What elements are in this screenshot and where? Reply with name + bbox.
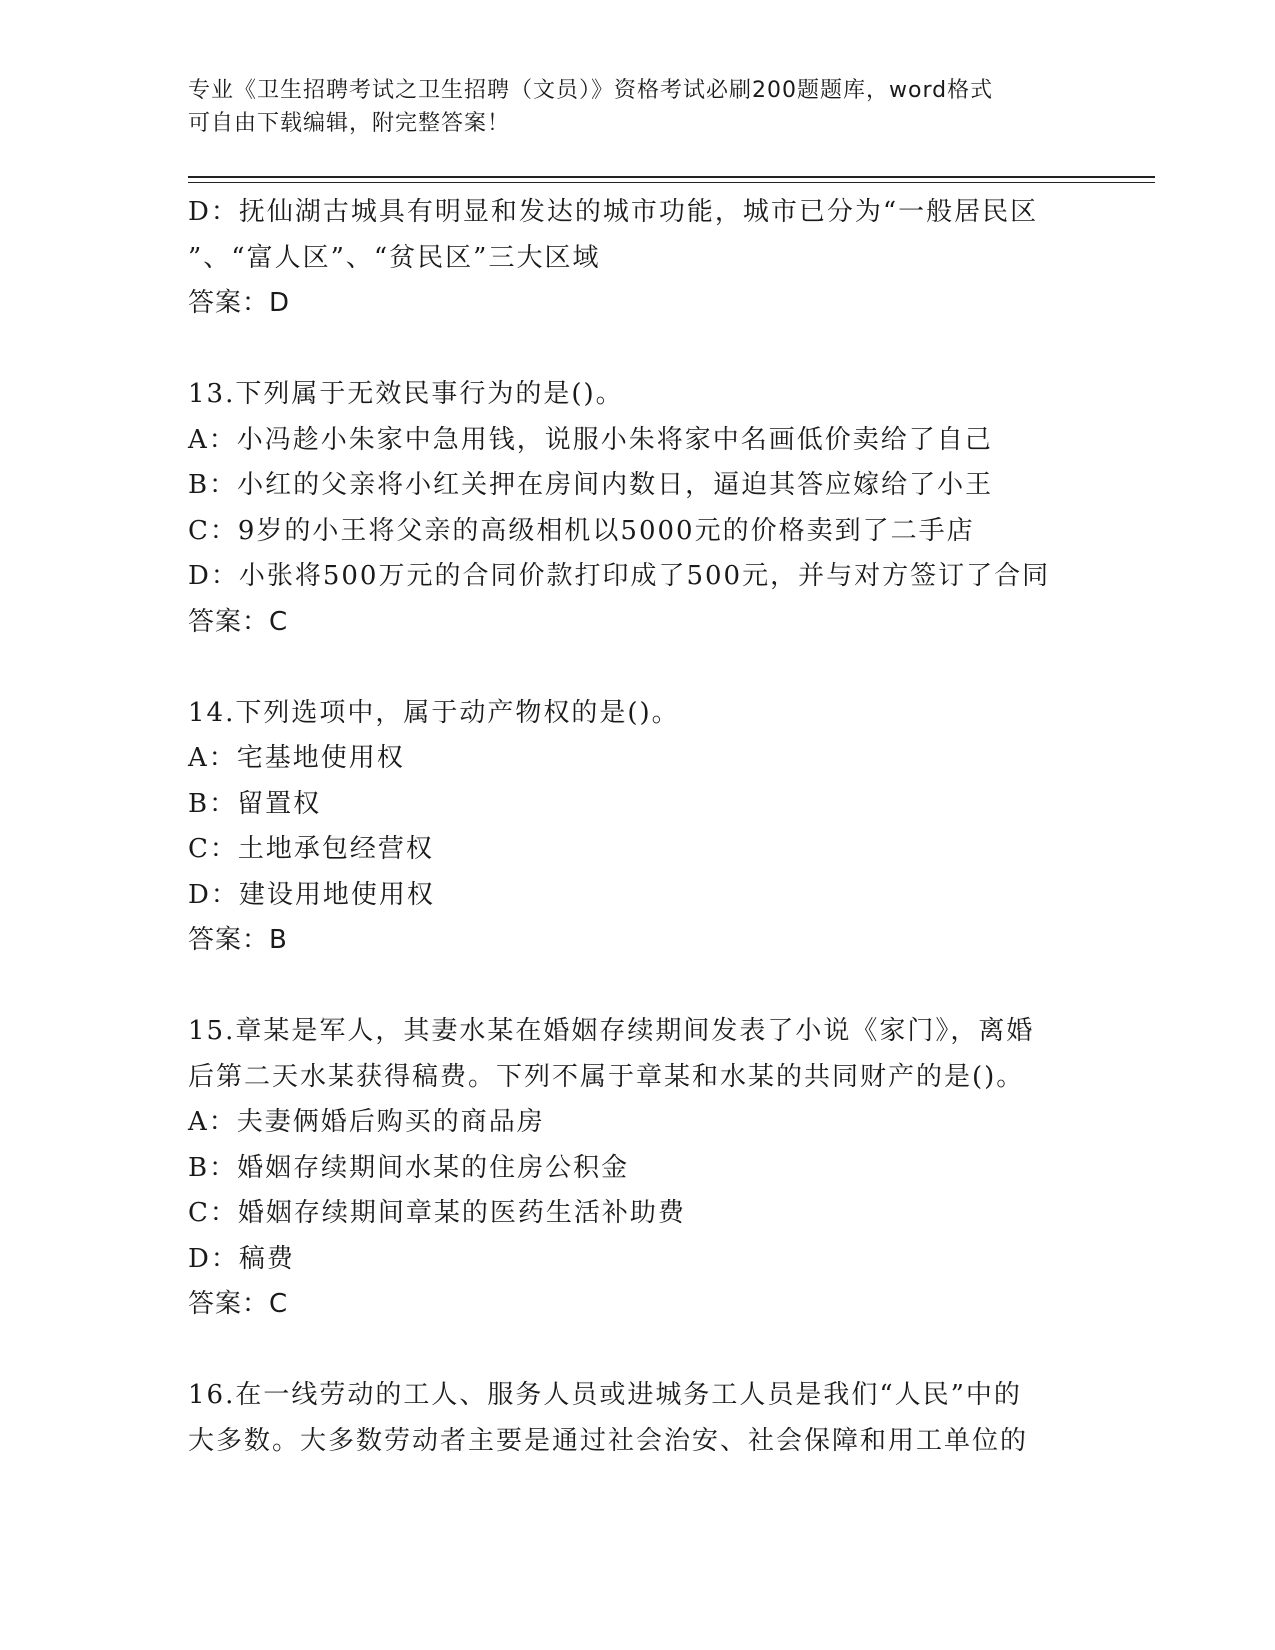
option-a: A：小冯趁小朱家中急用钱，说服小朱将家中名画低价卖给了自己 <box>188 424 993 455</box>
option-d-continued: ”、“富人区”、“贫民区”三大区域 <box>188 242 601 273</box>
option-d: D：抚仙湖古城具有明显和发达的城市功能，城市已分为“一般居民区 <box>188 197 1039 227</box>
option-a: A：夫妻俩婚后购买的商品房 <box>188 1107 545 1137</box>
header-divider-thick <box>188 176 1155 178</box>
question-stem-continued: 后第二天水某获得稿费。下列不属于章某和水某的共同财产的是()。 <box>188 1061 1025 1092</box>
header-line-2: 可自由下载编辑，附完整答案！ <box>188 111 511 136</box>
header-divider-thin <box>188 182 1155 183</box>
question-13 <box>188 372 1108 645</box>
option-b: B：婚姻存续期间水某的住房公积金 <box>188 1152 630 1183</box>
question-stem-continued: 大多数。大多数劳动者主要是通过社会治安、社会保障和用工单位的 <box>188 1425 1029 1456</box>
question-15 <box>188 1009 1108 1328</box>
question-14 <box>188 691 1108 964</box>
option-a: A：宅基地使用权 <box>188 743 405 773</box>
option-d: D：小张将500万元的合同价款打印成了500元，并与对方签订了合同 <box>188 561 1051 591</box>
option-c: C：婚姻存续期间章某的医药生活补助费 <box>188 1198 686 1228</box>
answer-line: 答案：D <box>188 288 291 318</box>
option-c: C：土地承包经营权 <box>188 834 434 864</box>
option-d: D：稿费 <box>188 1243 295 1274</box>
question-stem: 16.在一线劳动的工人、服务人员或进城务工人员是我们“人民”中的 <box>188 1380 1022 1410</box>
document-header <box>188 74 1088 140</box>
question-body <box>188 190 1108 1464</box>
option-b: B：小红的父亲将小红关押在房间内数日，逼迫其答应嫁给了小王 <box>188 470 994 500</box>
option-c: C：9岁的小王将父亲的高级相机以5000元的价格卖到了二手店 <box>188 515 975 546</box>
question-stem: 15.章某是军人，其妻水某在婚姻存续期间发表了小说《家门》，离婚 <box>188 1016 1035 1046</box>
carryover-block <box>188 190 1108 327</box>
answer-line: 答案：C <box>188 606 289 637</box>
answer-line: 答案：B <box>188 925 288 955</box>
question-16 <box>188 1373 1108 1464</box>
answer-line: 答案：C <box>188 1289 289 1319</box>
question-stem: 13.下列属于无效民事行为的是()。 <box>188 379 624 409</box>
header-line-1: 专业《卫生招聘考试之卫生招聘（文员）》资格考试必刷200题题库，word格式 <box>188 78 994 103</box>
question-stem: 14.下列选项中，属于动产物权的是()。 <box>188 697 680 728</box>
option-b: B：留置权 <box>188 788 322 819</box>
option-d: D：建设用地使用权 <box>188 879 435 910</box>
